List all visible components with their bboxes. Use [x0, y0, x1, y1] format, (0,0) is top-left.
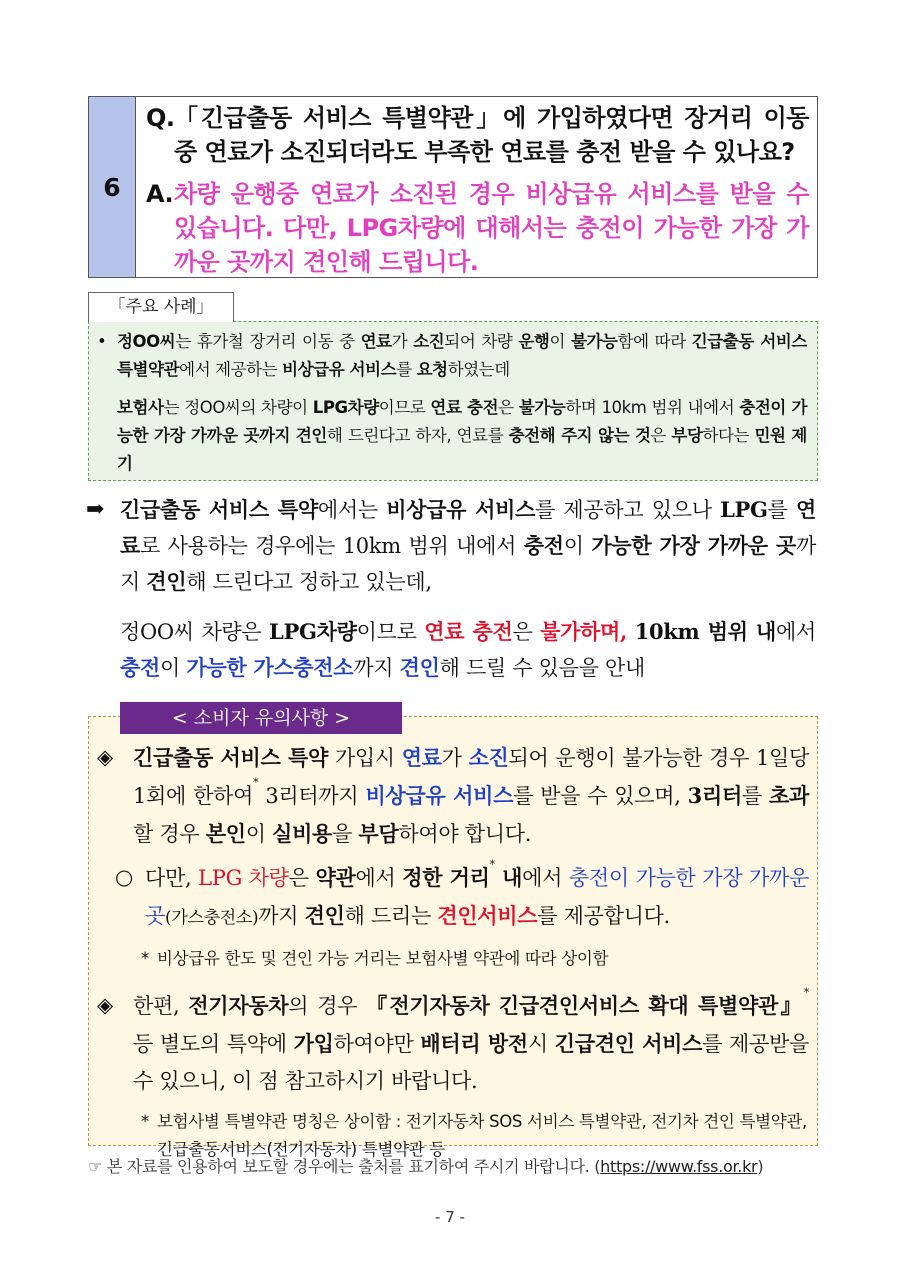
case-text: 비상급유 서비스	[282, 360, 397, 379]
note-2	[97, 987, 809, 1100]
expl-text: 를 제공하고 있으나	[535, 498, 721, 522]
note-text: 를 받을 수 있으며,	[513, 784, 688, 808]
note-text: 의 경우	[288, 994, 367, 1018]
citation-note	[88, 1156, 818, 1178]
note-text: 등 별도의 특약에	[133, 1032, 294, 1056]
expl-text: 연료	[120, 497, 816, 558]
case-text: 보험사	[117, 398, 164, 417]
page-number: - 7 -	[435, 1208, 465, 1226]
expl-text: 불가하며,	[540, 619, 628, 644]
note-text: 긴급출동 서비스 특약	[133, 745, 328, 770]
expl-text: 까지	[120, 534, 816, 594]
note-text: 본인	[205, 821, 246, 846]
case-text: 는 휴가철 장거리 이동 중	[175, 332, 361, 351]
note-text: 하여야만	[333, 1032, 421, 1056]
case-text: 는 정OO씨의 차량이	[163, 398, 313, 417]
note-text: 내	[494, 865, 523, 890]
note-text: 전기자동차	[188, 993, 289, 1018]
arrow-right-icon: ➡	[86, 497, 105, 522]
note-text: 연료	[401, 745, 442, 770]
note-text: LPG 차량	[198, 866, 289, 890]
note-text: 3리터	[687, 783, 742, 808]
note-text: 비상급유 서비스	[365, 783, 514, 808]
fss-website-link[interactable]: https://www.fss.or.kr	[600, 1157, 758, 1176]
expl-text: 긴급출동 서비스 특약	[120, 497, 318, 522]
note-text: 할 경우	[133, 822, 206, 846]
expl-text: 해 드린다고 정하고 있는데,	[186, 570, 432, 594]
note-text: 을	[332, 822, 359, 846]
case-text: 가	[391, 332, 414, 351]
question-text: 「긴급출동 서비스 특별약관」에 가입하였다면 장거리 이동 중 연료가 소진되더라도 부족한 연료를 충전 받을 수 있나요?	[174, 104, 809, 166]
case-text: 불가능	[518, 398, 566, 417]
note-1	[97, 739, 809, 853]
citation-text: 본 자료를 인용하여 보도할 경우에는 출처를 표기하여 주시기 바랍니다. (	[102, 1157, 601, 1176]
expl-text: 연료 충전	[424, 619, 513, 644]
case-text: 이므로	[378, 398, 431, 417]
note-text: 긴급견인 서비스	[554, 1031, 703, 1056]
case-text: LPG차량	[312, 398, 379, 417]
explanation-paragraph-2	[86, 614, 816, 686]
note-text: 하여야 합니다.	[398, 822, 532, 846]
case-text: 되어 차량	[444, 332, 519, 351]
expl-text: 에서는	[317, 498, 387, 522]
footnote-text: 보험사별 특별약관 명칭은 상이함 : 전기자동차 SOS 서비스 특별약관, 전기차 견인 특별약관, 긴급출동서비스(전기자동차) 특별약관 등	[157, 1112, 807, 1159]
case-text: 불가능	[570, 332, 618, 351]
case-text: 이	[549, 332, 571, 351]
case-text: 정OO씨	[117, 332, 176, 351]
asterisk-icon: *	[141, 1112, 149, 1131]
note-text: 실비용	[272, 821, 333, 846]
diamond-icon: ◈	[97, 745, 113, 769]
answer-mark: A.	[146, 180, 174, 208]
footnote-star: *	[253, 776, 259, 789]
note-text: (가스충전소)	[165, 908, 259, 928]
note-text: 를	[741, 784, 769, 808]
expl-text: 이	[159, 656, 187, 680]
case-text: 하다는	[702, 426, 755, 445]
expl-text: 충전	[120, 655, 160, 680]
expl-text: 에서	[776, 620, 816, 644]
case-paragraph-2	[97, 394, 807, 478]
case-text: 은	[498, 398, 519, 417]
circle-icon: ○	[115, 865, 134, 889]
note-text: 까지	[258, 904, 305, 928]
note-text: 를 제공받을 수 있으니, 이 점 참고하시기 바랍니다.	[133, 1032, 809, 1093]
explanation-section	[86, 492, 816, 686]
case-text: 하였는데	[447, 360, 510, 379]
qa-body	[136, 97, 817, 277]
note-text: 를 제공합니다.	[537, 904, 670, 928]
asterisk-icon: *	[141, 949, 149, 968]
expl-text: 를	[767, 498, 796, 522]
case-text: 하며 10km 범위 내에서	[565, 398, 740, 417]
case-text: 연료 충전	[430, 398, 499, 417]
note-text: 다만,	[145, 866, 199, 890]
note-text: 『전기자동차 긴급견인서비스 확대 특별약관』	[366, 993, 804, 1018]
note-text: 정한 거리	[402, 865, 490, 890]
expl-text: 가능한 가스충전소	[186, 655, 354, 680]
case-text: 함에 따라	[617, 332, 692, 351]
case-text: 부당	[671, 426, 703, 445]
expl-text: 로 사용하는 경우에는 10km 범위 내에서	[140, 534, 524, 558]
expl-text: 비상급유 서비스	[386, 497, 536, 522]
note-text: 충전이 가능한 가장 가까운 곳	[145, 866, 809, 928]
question-line	[146, 101, 809, 169]
expl-text: 견인	[146, 569, 187, 594]
bullet-icon: •	[97, 332, 107, 351]
note-text: 견인	[304, 903, 345, 928]
expl-text: 은	[512, 620, 541, 644]
expl-text: 해 드릴 수 있음을 안내	[439, 656, 645, 680]
note-text: 해 드리는	[344, 904, 438, 928]
note-text: 3리터까지	[258, 784, 366, 808]
qa-number: 6	[89, 97, 136, 277]
note-text: 에서	[355, 866, 403, 890]
explanation-paragraph-1	[86, 492, 816, 600]
expl-text: 충전	[523, 533, 564, 558]
note-text: 가입시	[327, 746, 402, 770]
note-1-footnote	[97, 945, 809, 973]
note-text: 가입	[293, 1031, 334, 1056]
qa-box	[88, 96, 818, 278]
note-text: 되어 운행이 불가능한 경우 1일당 1회에 한하여	[133, 746, 809, 808]
expl-text: 견인	[399, 655, 440, 680]
case-text: 를	[396, 360, 417, 379]
note-text: 초과	[769, 783, 809, 808]
footnote-star: *	[803, 986, 809, 999]
case-paragraph-1	[97, 328, 807, 384]
diamond-icon: ◈	[97, 993, 113, 1017]
case-text: 연료	[360, 332, 392, 351]
answer-text: 차량 운행중 연료가 소진된 경우 비상급유 서비스를 받을 수 있습니다. 다만, LPG차량에 대해서는 충전이 가능한 가장 가까운 곳까지 견인해 드립니다.	[174, 180, 809, 276]
case-text: 긴급출동 서비스 특별약관	[117, 332, 807, 379]
question-mark: Q.	[146, 104, 175, 132]
note-text: 가	[441, 746, 469, 770]
pointing-hand-icon: ☞	[88, 1157, 103, 1176]
citation-text: )	[757, 1157, 764, 1176]
expl-text	[627, 620, 635, 644]
answer-line	[146, 177, 809, 279]
case-text: 에서 제공하는	[179, 360, 283, 379]
note-text: 이	[245, 822, 273, 846]
expl-text: 이므로	[356, 620, 425, 644]
expl-text: 까지	[353, 656, 400, 680]
case-text: 충전해 주지 않는 것	[508, 426, 651, 445]
note-text: 배터리 방전	[420, 1031, 528, 1056]
consumer-notes-box	[88, 716, 818, 1159]
note-text: 견인서비스	[437, 903, 538, 928]
case-text: 민원 제기	[117, 426, 807, 473]
case-box	[88, 321, 818, 481]
case-text: 소진	[413, 332, 445, 351]
note-text: 약관	[315, 865, 356, 890]
case-text: 은	[650, 426, 672, 445]
note-text: 소진	[468, 745, 509, 770]
note-text: 한편,	[133, 994, 189, 1018]
footnote-star: *	[489, 858, 495, 871]
note-text: 에서	[522, 866, 569, 890]
expl-text: LPG차량	[269, 619, 357, 644]
note-text: 부담	[358, 821, 399, 846]
notes-tab-label: < 소비자 유의사항 >	[120, 702, 402, 734]
case-text: 운행	[518, 332, 550, 351]
note-text: 시	[527, 1032, 555, 1056]
expl-text: 가능한 가장 가까운 곳	[591, 533, 796, 558]
case-text: 해 드린다고 하자, 연료를	[326, 426, 509, 445]
expl-text: 정OO씨 차량은	[120, 620, 270, 644]
case-text: 충전이 가능한 가장 가까운 곳까지 견인	[117, 398, 807, 445]
case-text: 요청	[416, 360, 448, 379]
note-1-sub	[97, 859, 809, 937]
footnote-text: 비상급유 한도 및 견인 가능 거리는 보험사별 약관에 따라 상이함	[157, 949, 609, 968]
case-tab-label: 「주요 사례」	[88, 292, 234, 322]
expl-text: LPG	[720, 497, 768, 522]
expl-text: 10km 범위 내	[634, 619, 776, 644]
expl-text: 이	[563, 534, 592, 558]
note-text: 은	[288, 866, 316, 890]
